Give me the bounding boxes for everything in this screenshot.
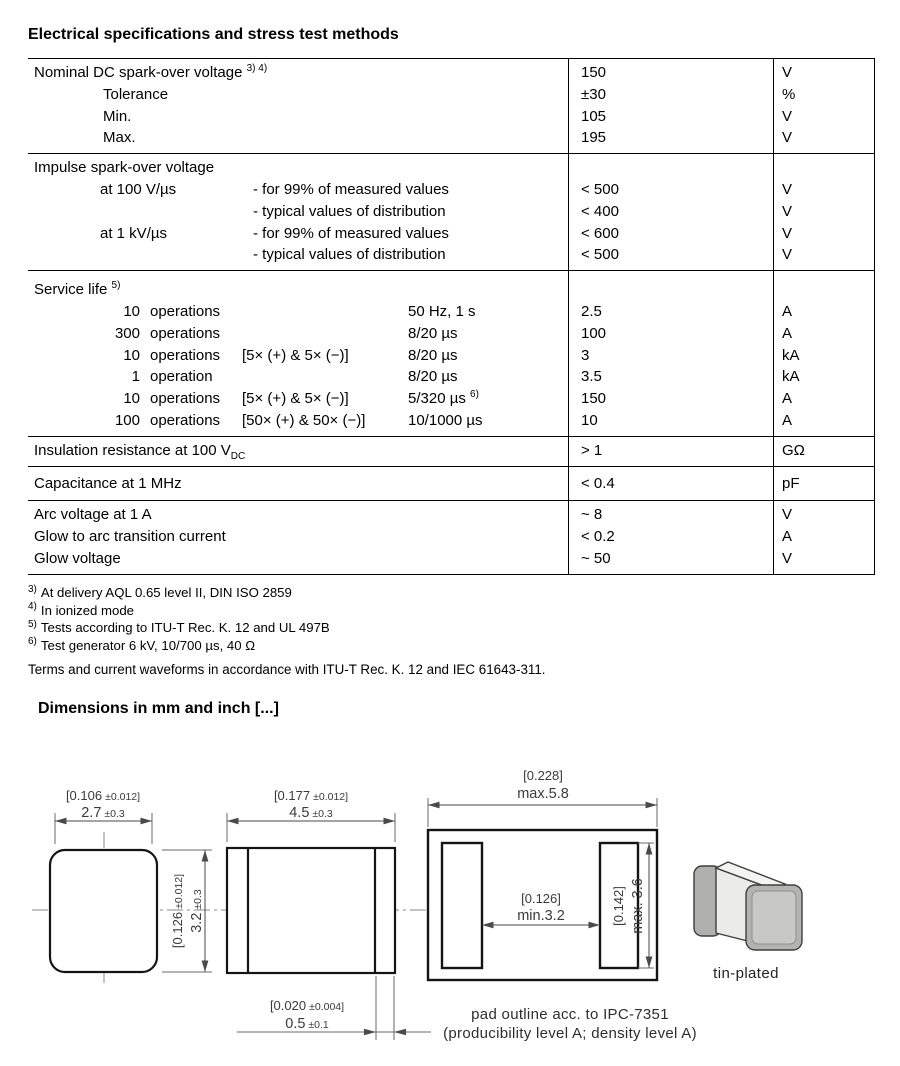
table-row [28,223,874,245]
height-inch-label: [0.126±0.012] [170,873,185,949]
width-mm-label: 2.7 ±0.3 [81,805,125,821]
table-row [28,345,874,367]
table-row [28,366,874,388]
operation-word: operations [150,302,221,320]
spec-label-cell [28,301,568,323]
waveform-condition: 50 Hz, 1 s [408,302,476,320]
spec-value-cell: < 500 [568,179,773,201]
band-inch-label: [0.020 ±0.004] [269,998,345,1013]
spec-label-cell [28,106,568,128]
overall-inch-label: [0.228] [523,768,563,783]
spec-condition: - for 99% of measured values [253,180,449,198]
pad-layout-drawing [428,768,697,1042]
spec-value-cell: ~ 8 [568,501,773,526]
front-view-drawing [50,788,212,987]
operation-word: operations [150,390,221,408]
spec-sublabel: at 100 V/µs [100,180,177,198]
spec-value-cell: < 500 [568,244,773,270]
spec-label-cell: Glow voltage [34,549,121,567]
spec-label: Nominal DC spark-over voltage [34,64,243,81]
spec-label-cell [28,437,568,466]
spec-unit-cell: GΩ [773,437,874,466]
footnote-ref: 6) [470,389,479,401]
spec-label-cell [28,345,568,367]
spec-value-cell: 150 [568,388,773,410]
spec-value-cell: < 600 [568,223,773,245]
footnote-marker: 5) [28,618,37,630]
chip-front-terminal-face [752,891,796,944]
table-row [28,271,874,301]
spec-unit-cell: A [773,301,874,323]
spec-unit-cell: A [773,388,874,410]
spec-section-capacitance [28,467,874,502]
table-row [28,467,874,501]
left-pad [442,843,482,968]
footnote-text: At delivery AQL 0.65 level II, DIN ISO 2859 [40,585,292,600]
footnote-text: Test generator 6 kV, 10/700 µs, 40 Ω [40,637,256,653]
spec-label-cell: Arc voltage at 1 A [34,506,152,524]
pad-caption-line2: (producibility level A; density level A) [443,1025,697,1042]
spec-condition: - for 99% of measured values [253,224,449,242]
table-row [28,201,874,223]
table-row [28,244,874,270]
spec-value-cell [568,271,773,301]
spec-value-cell: 3.5 [568,366,773,388]
footnote-text: Tests according to ITU-T Rec. K. 12 and UL 497B [40,620,330,636]
spec-label-cell [28,59,568,84]
spec-label-cell [28,271,568,301]
spec-unit-cell: V [773,223,874,245]
footnote-marker: 3) [28,583,37,595]
waveform-condition: 8/20 µs [408,324,458,342]
spec-label: Service life [34,281,108,299]
table-row [28,410,874,436]
arrowhead [364,1029,376,1036]
operation-word: operations [150,324,221,342]
pad-inch-label: [0.142] [611,886,626,926]
spec-section-impulse [28,154,874,271]
footnote [28,584,546,602]
operation-count: 10 [123,390,140,408]
overall-mm-label: max.5.8 [517,786,569,802]
spec-label-cell [28,84,568,106]
footnotes [28,584,546,677]
spec-unit-cell: kA [773,345,874,367]
pad-caption-line1: pad outline acc. to IPC-7351 [471,1006,669,1023]
footnote [28,619,546,637]
spec-section-nominal [28,59,874,154]
side-view-drawing [227,788,431,1040]
spec-unit-cell: V [773,201,874,223]
spec-label-cell: Glow to arc transition current [34,528,226,546]
spec-value-cell: 150 [568,59,773,84]
spec-value-cell: < 0.2 [568,526,773,548]
spec-label-cell [28,244,568,270]
spec-label-cell: Impulse spark-over voltage [34,159,215,177]
chip-front-outline [50,850,157,972]
footnote-marker: 4) [28,601,37,613]
spec-label: Tolerance [103,85,169,103]
operation-word: operations [150,346,221,364]
gap-inch-label: [0.126] [521,891,561,906]
spec-label-cell [28,323,568,345]
spec-label-cell [28,179,568,201]
table-row [28,548,874,574]
table-row [28,501,874,526]
operation-count: 1 [131,368,140,386]
spec-unit-cell: V [773,106,874,128]
spec-label-cell [28,127,568,153]
spec-label-cell [28,410,568,436]
height-mm-label: 3.2±0.3 [189,889,205,933]
waveform-condition: 10/1000 µs [408,411,483,429]
spec-section-insulation [28,437,874,467]
table-row [28,106,874,128]
operation-count: 300 [114,324,140,342]
waveform-condition: 8/20 µs [408,346,458,364]
spec-unit-cell: A [773,410,874,436]
footnote-ref: 3) 4) [246,63,268,74]
spec-section-service-life [28,271,874,437]
operation-word: operation [150,368,213,386]
spec-unit-cell: kA [773,366,874,388]
spec-value-cell: ±30 [568,84,773,106]
spec-value-cell: > 1 [568,437,773,466]
table-row [28,179,874,201]
spec-unit-cell: V [773,548,874,574]
table-row [28,526,874,548]
spec-label: Insulation resistance at 100 V [34,441,231,459]
spec-value-cell: 10 [568,410,773,436]
spec-value-cell: < 400 [568,201,773,223]
footnote-text: In ionized mode [40,602,135,618]
spec-value-cell: 3 [568,345,773,367]
spec-value-cell [568,154,773,179]
footnote [28,637,546,655]
terms-note: Terms and current waveforms in accordance with ITU-T Rec. K. 12 and IEC 61643-311. [28,662,546,678]
spec-unit-cell: A [773,323,874,345]
footnote-ref: 5) [111,280,121,292]
spec-condition: - typical values of distribution [253,246,446,264]
operation-count: 10 [123,302,140,320]
spec-sublabel: at 1 kV/µs [100,224,168,242]
footnote-marker: 6) [28,636,37,648]
spec-unit-cell: V [773,59,874,84]
operation-word: operations [150,411,221,429]
pad-mm-label: max. 3.6 [630,878,646,934]
spec-value-cell: 2.5 [568,301,773,323]
spec-unit-cell: V [773,127,874,153]
length-inch-label: [0.177 ±0.012] [273,788,349,803]
footnote [28,602,546,620]
waveform-condition: 5/320 µs [408,390,466,408]
table-row [28,301,874,323]
dimensions-heading: Dimensions in mm and inch [...] [38,700,279,717]
spec-label-cell [28,366,568,388]
spec-value-cell: 100 [568,323,773,345]
spec-unit-cell: V [773,244,874,270]
polarity-note: [5× (+) & 5× (−)] [242,346,349,364]
operation-count: 10 [123,346,140,364]
table-row [28,388,874,410]
table-row [28,323,874,345]
spec-unit-cell: % [773,84,874,106]
spec-value-cell: 195 [568,127,773,153]
spec-label-cell [28,201,568,223]
spec-label-cell [28,388,568,410]
length-mm-label: 4.5 ±0.3 [289,805,333,821]
photo-label: tin-plated [713,965,779,982]
spec-label: Min. [103,107,132,125]
polarity-note: [50× (+) & 50× (−)] [242,411,366,429]
operation-count: 100 [114,411,140,429]
table-row [28,127,874,153]
spec-value-cell: < 0.4 [568,467,773,501]
spec-condition: - typical values of distribution [253,202,446,220]
spec-label-cell [28,223,568,245]
polarity-note: [5× (+) & 5× (−)] [242,390,349,408]
subscript-dc: DC [230,450,246,462]
spec-label: Max. [103,129,136,147]
spec-unit-cell: V [773,179,874,201]
table-row [28,84,874,106]
spec-value-cell: ~ 50 [568,548,773,574]
spec-unit-cell [773,271,874,301]
waveform-condition: 8/20 µs [408,368,458,386]
spec-label-cell: Capacitance at 1 MHz [34,474,182,492]
spec-value-cell: 105 [568,106,773,128]
table-row [28,437,874,466]
spec-unit-cell: A [773,526,874,548]
dimension-drawings [0,738,900,1066]
spec-section-arc-glow [28,501,874,574]
page-title: Electrical specifications and stress test methods [28,26,399,43]
table-row [28,59,874,84]
width-inch-label: [0.106 ±0.012] [65,788,141,803]
spec-unit-cell [773,154,874,179]
band-mm-label: 0.5 ±0.1 [285,1016,329,1032]
spec-unit-cell: V [773,501,874,526]
gap-mm-label: min.3.2 [517,908,565,924]
chip-side-outline [227,848,395,973]
arrowhead [394,1029,406,1036]
spec-table [28,58,875,575]
table-row [28,154,874,179]
spec-unit-cell: pF [773,467,874,501]
component-photo [694,862,802,982]
